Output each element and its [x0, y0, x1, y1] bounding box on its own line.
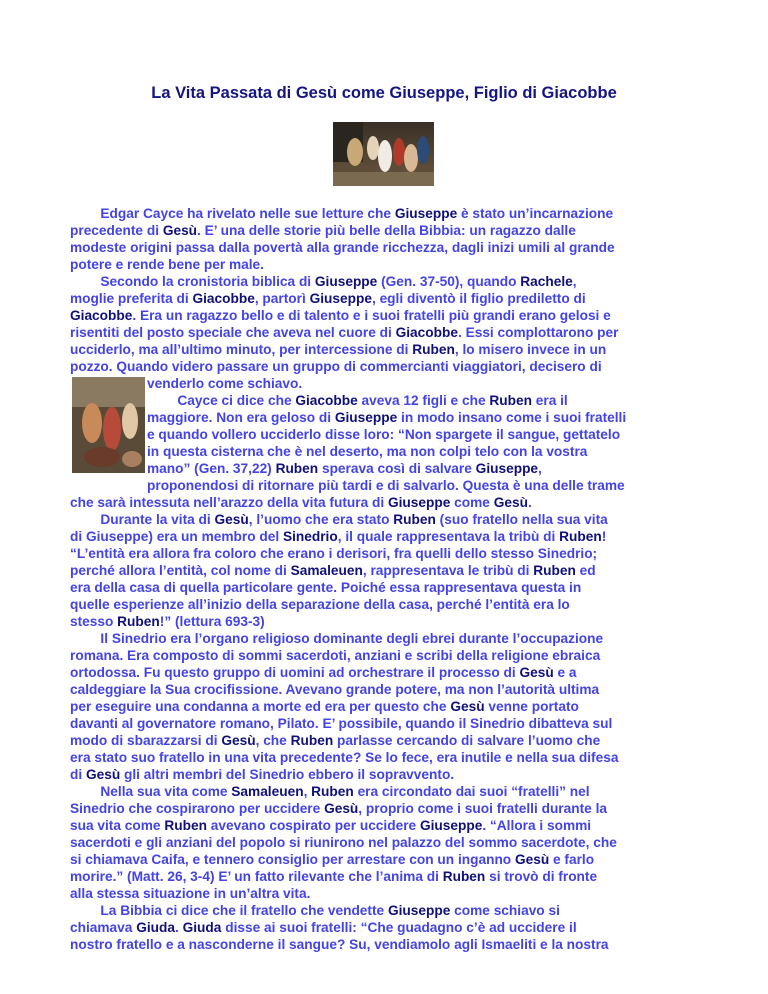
text-segment: caldeggiare la Sua crocifissione. Avevano grande potere, ma non l’autorità ultima — [70, 682, 600, 697]
name-highlight: Samaleuen — [290, 563, 363, 578]
text-line — [70, 613, 265, 630]
text-line — [70, 511, 608, 528]
text-segment: . Era un ragazzo bello e di talento e i suoi fratelli più grandi erano gelosi e — [132, 308, 611, 323]
text-segment: risentiti del posto speciale che aveva nel cuore di — [70, 325, 396, 340]
text-line — [70, 205, 613, 222]
name-highlight: Gesù — [324, 801, 359, 816]
text-line — [70, 494, 532, 511]
name-highlight: Samaleuen — [231, 784, 304, 799]
text-segment: , rappresentava le tribù di — [362, 563, 534, 578]
text-segment: ed — [575, 563, 596, 578]
text-segment: pozzo. Quando videro passare un gruppo di commercianti viaggiatori, decisero di — [70, 359, 602, 374]
name-highlight: Giacobbe — [395, 325, 458, 340]
text-line — [70, 528, 606, 545]
text-line — [70, 664, 577, 681]
text-segment: quelle esperienze all’inizio della separazione della casa, perché l’entità era lo — [70, 597, 570, 612]
text-line — [70, 239, 615, 256]
text-line — [70, 715, 612, 732]
text-segment: alla stessa situazione in un’altra vita. — [70, 886, 311, 901]
text-segment: in modo insano come i suoi fratelli — [397, 410, 627, 425]
text-line — [147, 426, 620, 443]
name-highlight: Giuseppe — [394, 206, 458, 221]
text-segment: di Giuseppe) era un membro del — [70, 529, 283, 544]
text-segment: maggiore. Non era geloso di — [147, 410, 335, 425]
text-segment: precedente di — [70, 223, 163, 238]
text-segment: Secondo la cronistoria biblica di — [70, 274, 315, 289]
text-segment: , l’uomo che era stato — [248, 512, 394, 527]
text-segment: mano” (Gen. 37,22) — [147, 461, 276, 476]
text-line — [70, 885, 310, 902]
text-segment: venne portato — [484, 699, 579, 714]
text-line — [70, 851, 594, 868]
text-segment: si chiamava Caifa, e tennero consiglio per arrestare con un inganno — [70, 852, 515, 867]
text-segment: , partorì — [254, 291, 310, 306]
text-line — [147, 392, 568, 409]
text-segment: , che — [255, 733, 291, 748]
text-segment: Sinedrio che cospirarono per uccidere — [70, 801, 325, 816]
text-line — [147, 443, 587, 460]
text-line — [147, 375, 302, 392]
text-line — [70, 324, 618, 341]
text-segment: , lo misero invece in un — [454, 342, 607, 357]
text-line — [70, 596, 570, 613]
text-segment: come — [450, 495, 494, 510]
text-segment: . — [527, 495, 532, 510]
painting-icon — [333, 122, 434, 186]
text-segment: aveva 12 figli e che — [357, 393, 490, 408]
text-segment: gli altri membri del Sinedrio ebbero il sopravvento. — [120, 767, 455, 782]
text-segment: Durante la vita di — [70, 512, 215, 527]
text-line — [147, 460, 542, 477]
text-line — [70, 698, 579, 715]
text-segment: chiamava — [70, 920, 137, 935]
name-highlight: Giuseppe — [309, 291, 372, 306]
text-line — [70, 562, 596, 579]
text-segment: moglie preferita di — [70, 291, 193, 306]
painting-icon — [72, 377, 145, 473]
name-highlight: Sinedrio — [282, 529, 338, 544]
name-highlight: Gesù — [85, 767, 121, 782]
text-segment: è stato un’incarnazione — [457, 206, 614, 221]
text-segment: e farlo — [549, 852, 595, 867]
text-segment: venderlo come schiavo. — [147, 376, 303, 391]
name-highlight: Ruben — [393, 512, 436, 527]
text-line — [70, 766, 454, 783]
text-segment: ortodossa. Fu questo gruppo di uomini ad orchestrare il processo di — [70, 665, 520, 680]
text-line — [70, 834, 617, 851]
name-highlight: Giuseppe — [387, 495, 451, 510]
name-highlight: Ruben — [311, 784, 354, 799]
name-highlight: Giuda — [182, 920, 222, 935]
text-line — [70, 817, 591, 834]
name-highlight: Gesù — [221, 733, 256, 748]
text-segment: davanti al governatore romano, Pilato. E’ possibile, quando il Sinedrio dibatteva sul — [70, 716, 613, 731]
text-segment: , — [303, 784, 312, 799]
text-line — [70, 681, 599, 698]
text-line — [70, 919, 577, 936]
text-segment: era della casa di quella particolare gente. Poiché essa rappresentava questa in — [70, 580, 582, 595]
painting-scene — [72, 377, 145, 473]
text-segment: sacerdoti e gli anziani del popolo si riunirono nel palazzo del sommo sacerdote, che — [70, 835, 617, 850]
text-segment: avevano cospirato per uccidere — [206, 818, 420, 833]
name-highlight: Ruben — [290, 733, 334, 748]
name-highlight: Gesù — [162, 223, 198, 238]
name-highlight: Gesù — [214, 512, 249, 527]
text-line — [70, 902, 560, 919]
text-segment: Edgar Cayce ha rivelato nelle sue letture che — [70, 206, 395, 221]
name-highlight: Ruben — [164, 818, 207, 833]
text-line — [70, 647, 600, 664]
text-segment: Cayce ci dice che — [147, 393, 296, 408]
text-segment: proponendosi di ritornare più tardi e di salvarlo. Questa è una delle trame — [147, 478, 625, 493]
text-segment: stesso — [70, 614, 118, 629]
name-highlight: Giacobbe — [70, 308, 133, 323]
text-line — [70, 800, 607, 817]
name-highlight: Giuseppe — [475, 461, 539, 476]
text-segment: “L’entità era allora fra coloro che erano i derisori, fra quelli dello stesso Sinedrio; — [70, 546, 598, 561]
text-segment: sperava così di salvare — [318, 461, 476, 476]
name-highlight: Ruben — [533, 563, 576, 578]
text-segment: Nella sua vita come — [70, 784, 232, 799]
text-segment: (Gen. 37-50), quando — [377, 274, 521, 289]
text-segment: Il Sinedrio era l’organo religioso dominante degli ebrei durante l’occupazione — [70, 631, 604, 646]
text-line — [70, 936, 609, 953]
text-segment: parlasse cercando di salvare l’uomo che — [333, 733, 601, 748]
name-highlight: Gesù — [493, 495, 528, 510]
text-segment: nostro fratello e a nasconderne il sangue? Su, vendiamolo agli Ismaeliti e la nostra — [70, 937, 609, 952]
text-line — [70, 630, 603, 647]
text-segment: !” (lettura 693-3) — [159, 614, 265, 629]
text-segment: si trovò di fronte — [485, 869, 598, 884]
text-segment: modeste origini passa dalla povertà alla grande ricchezza, dagli inizi umili al grande — [70, 240, 615, 255]
name-highlight: Giuseppe — [314, 274, 378, 289]
name-highlight: Giuseppe — [419, 818, 483, 833]
text-segment: . Essi complottarono per — [457, 325, 619, 340]
text-line — [70, 273, 577, 290]
text-line — [147, 409, 626, 426]
text-line — [70, 290, 586, 307]
name-highlight: Giuda — [136, 920, 175, 935]
text-segment: (suo fratello nella sua vita — [435, 512, 608, 527]
name-highlight: Gesù — [519, 665, 554, 680]
name-highlight: Ruben — [412, 342, 455, 357]
text-segment: era stato suo fratello in una vita precedente? Se lo fece, era inutile e nella sua difesa — [70, 750, 619, 765]
name-highlight: Rachele — [520, 274, 573, 289]
text-segment: disse ai suoi fratelli: “Che guadagno c’è ad uccidere il — [221, 920, 577, 935]
text-segment: era circondato dai suoi “fratelli” nel — [353, 784, 590, 799]
text-segment: , il quale rappresentava la tribù di — [337, 529, 560, 544]
name-highlight: Giacobbe — [192, 291, 255, 306]
text-line — [70, 579, 581, 596]
text-segment: morire.” (Matt. 26, 3-4) E’ un fatto rilevante che l’anima di — [70, 869, 443, 884]
name-highlight: Gesù — [450, 699, 485, 714]
text-segment: . E’ una delle storie più belle della Bibbia: un ragazzo dalle — [197, 223, 576, 238]
name-highlight: Ruben — [275, 461, 319, 476]
name-highlight: Ruben — [489, 393, 532, 408]
text-segment: , egli diventò il figlio prediletto di — [371, 291, 586, 306]
name-highlight: Ruben — [442, 869, 486, 884]
text-line — [70, 358, 602, 375]
text-segment: . “Allora i sommi — [482, 818, 592, 833]
text-segment: per eseguire una condanna a morte ed era per questo che — [70, 699, 451, 714]
text-line — [70, 783, 590, 800]
text-segment: ! — [601, 529, 607, 544]
name-highlight: Ruben — [117, 614, 160, 629]
text-segment: sua vita come — [70, 818, 165, 833]
text-segment: . — [175, 920, 183, 935]
text-segment: ucciderlo, ma all’ultimo minuto, per intercessione di — [70, 342, 413, 357]
text-segment: , — [572, 274, 577, 289]
text-segment: , — [538, 461, 542, 476]
text-line — [70, 545, 597, 562]
text-segment: romana. Era composto di sommi sacerdoti, anziani e scribi della religione ebraica — [70, 648, 601, 663]
text-line — [70, 222, 576, 239]
name-highlight: Giacobbe — [295, 393, 358, 408]
text-line — [70, 307, 611, 324]
text-segment: e a — [553, 665, 577, 680]
text-segment: perché allora l’entità, col nome di — [70, 563, 291, 578]
text-segment: che sarà intessuta nell’arazzo della vita futura di — [70, 495, 388, 510]
text-segment: in questa cisterna che è nel deserto, ma non colpi telo con la vostra — [147, 444, 588, 459]
text-line — [70, 256, 264, 273]
text-segment: potere e rende bene per male. — [70, 257, 264, 272]
document-title: La Vita Passata di Gesù come Giuseppe, Figlio di Giacobbe — [151, 84, 617, 102]
text-segment: come schiavo si — [450, 903, 560, 918]
text-line — [147, 477, 625, 494]
text-line — [70, 341, 606, 358]
painting-joseph-brothers — [333, 122, 434, 186]
text-line — [70, 749, 618, 766]
text-line — [70, 868, 597, 885]
text-segment: e quando vollero ucciderlo disse loro: “Non spargete il sangue, gettatelo — [147, 427, 621, 442]
text-segment: La Bibbia ci dice che il fratello che vendette — [70, 903, 388, 918]
name-highlight: Giuseppe — [334, 410, 398, 425]
text-segment: modo di sbarazzarsi di — [70, 733, 222, 748]
name-highlight: Gesù — [514, 852, 550, 867]
text-segment: , proprio come i suoi fratelli durante la — [358, 801, 607, 816]
name-highlight: Ruben — [559, 529, 602, 544]
name-highlight: Giuseppe — [387, 903, 451, 918]
text-line — [70, 732, 600, 749]
text-segment: di — [70, 767, 86, 782]
text-segment: era il — [531, 393, 568, 408]
